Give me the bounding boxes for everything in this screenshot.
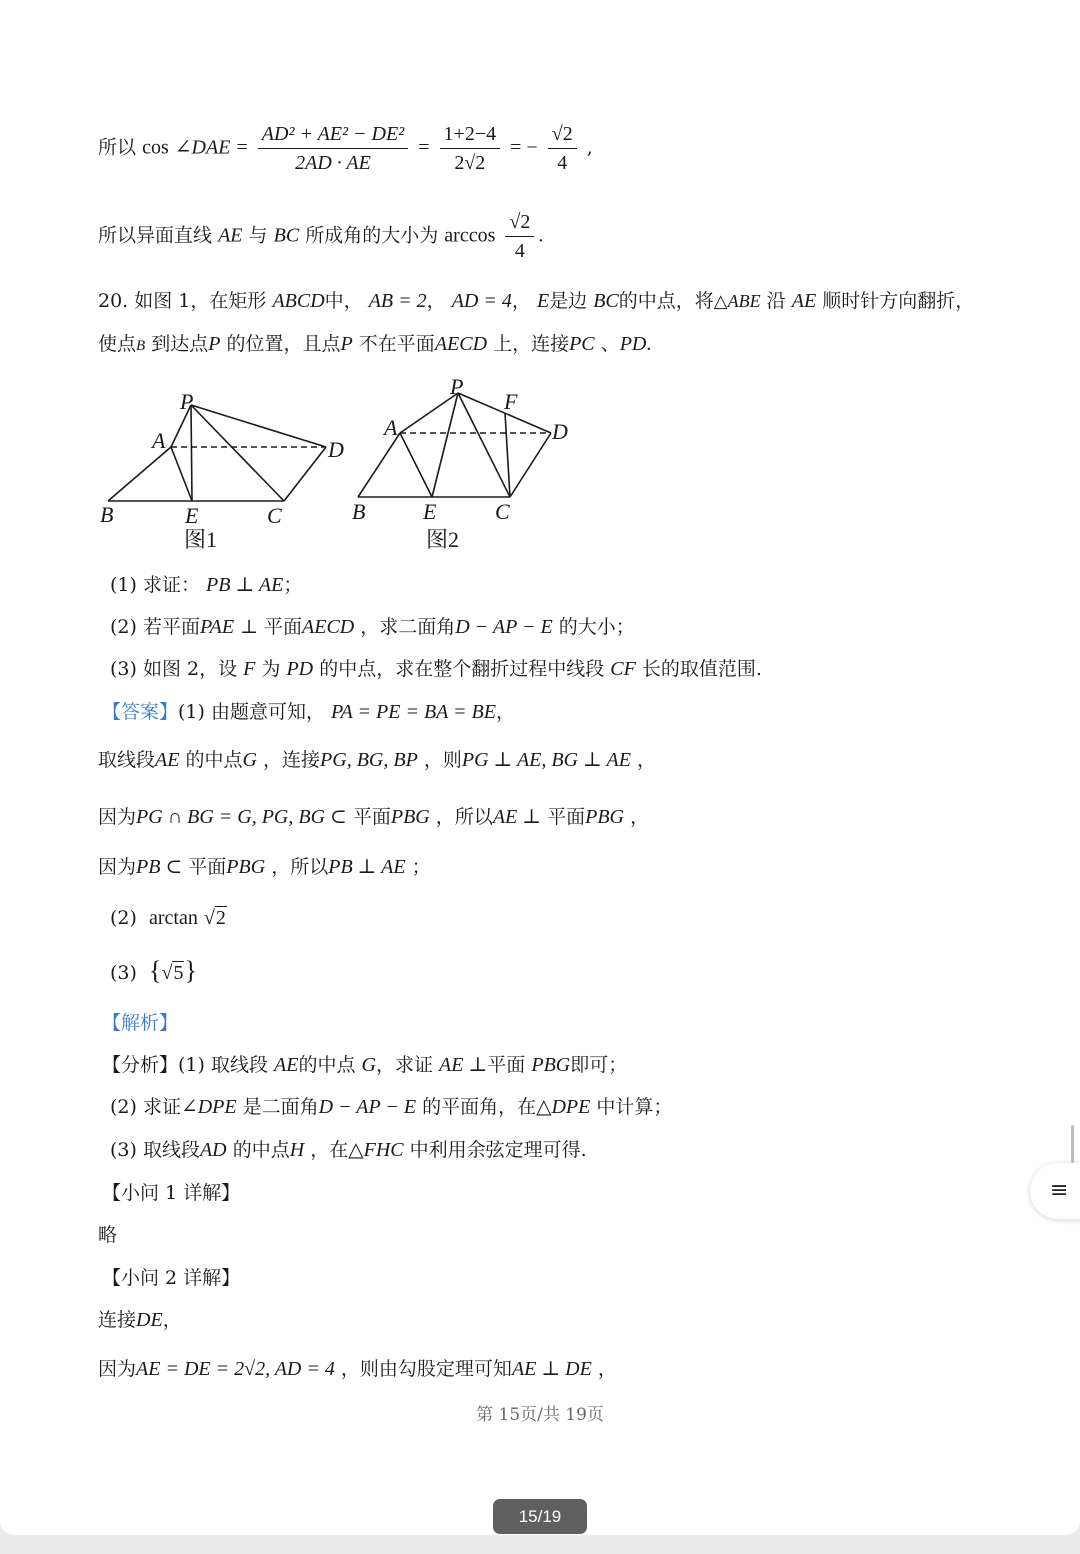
label-E: E xyxy=(423,499,437,524)
omitted-text: 略 xyxy=(98,1224,118,1246)
figure-2 xyxy=(358,393,551,497)
math: AE xyxy=(218,224,243,247)
question-20-line1: 20. 如图 1，在矩形 ABCD中， AB = 2， AD = 4， E是边 BC的中点，将△ABE 沿 AE 顺时针方向翻折， xyxy=(98,290,975,312)
denominator: 4 xyxy=(514,240,525,262)
fraction xyxy=(440,122,501,175)
math: BC xyxy=(273,224,300,247)
part-3: (3) 如图 2，设 F 为 PD 的中点，求在整个翻折过程中线段 CF 长的取值范围. xyxy=(110,658,762,680)
figure-1 xyxy=(108,405,326,501)
denominator: 2√2 xyxy=(454,152,486,174)
label-D: D xyxy=(328,437,344,462)
math: ∠DAE xyxy=(174,136,231,159)
math: cos xyxy=(142,136,169,159)
cos-formula-line xyxy=(98,122,593,175)
page-indicator: 15/19 xyxy=(493,1499,587,1534)
text: , xyxy=(586,136,593,159)
equals: = xyxy=(236,136,248,159)
solution-step-2: 因为PG ∩ BG = G, PG, BG ⊂ 平面PBG ，所以AE ⊥ 平面PBG ， xyxy=(98,806,650,828)
page-footer: 第 15页/共 19页 xyxy=(476,1405,604,1425)
menu-icon[interactable]: ≡ xyxy=(1030,1163,1080,1219)
label-A: A xyxy=(384,415,398,440)
answer-2: (2) arctan √2 xyxy=(110,907,226,929)
answer-3: (3) {√5} xyxy=(110,956,197,985)
part-2: (2) 若平面PAE ⊥ 平面AECD ，求二面角D − AP − E 的大小； xyxy=(110,616,635,638)
geometry-figures xyxy=(96,375,596,555)
label-B: B xyxy=(100,502,114,527)
denominator: 2AD · AE xyxy=(295,152,371,174)
analysis-tag: 【解析】 xyxy=(102,1012,179,1034)
label-B: B xyxy=(352,499,366,524)
label-P: P xyxy=(180,389,194,414)
numerator: √2 xyxy=(548,122,577,149)
text: 所成角的大小为 xyxy=(305,224,439,247)
label-A: A xyxy=(152,428,166,453)
analysis-line-3: (3) 取线段AD 的中点H ，在△FHC 中利用余弦定理可得. xyxy=(110,1139,587,1161)
fraction xyxy=(548,122,577,175)
label-E: E xyxy=(185,503,199,528)
numerator: √2 xyxy=(505,210,534,237)
fraction xyxy=(258,122,408,175)
text: 所以异面直线 xyxy=(98,224,213,247)
numerator: 1+2−4 xyxy=(440,122,501,149)
numerator: AD² + AE² − DE² xyxy=(258,122,408,149)
answer-tag: 【答案】 xyxy=(102,701,179,723)
scrollbar-thumb[interactable] xyxy=(1071,1125,1074,1163)
angle-result-line: 所以异面直线 AE 与 BC 所成角的大小为 arccos $\frac{√2}{4}$ . xyxy=(98,211,544,262)
denominator: 4 xyxy=(557,152,568,174)
pythagoras-line: 因为AE = DE = 2√2, AD = 4 ，则由勾股定理可知AE ⊥ DE ， xyxy=(98,1358,617,1380)
label-F: F xyxy=(504,389,518,414)
equals: = − xyxy=(510,136,538,159)
figure-1-caption: 图1 xyxy=(184,527,218,552)
text: 与 xyxy=(248,224,268,247)
connect-de-line: 连接DE， xyxy=(98,1309,182,1331)
question-20-line2: 使点B 到达点P 的位置，且点P 不在平面AECD 上，连接PC 、PD. xyxy=(98,333,652,355)
part-1: (1) 求证： PB ⊥ AE； xyxy=(110,574,303,596)
analysis-line-2: (2) 求证∠DPE 是二面角D − AP − E 的平面角，在△DPE 中计算； xyxy=(110,1096,673,1118)
figure-2-caption: 图2 xyxy=(426,527,460,552)
label-D: D xyxy=(552,419,568,444)
sub-question-1-heading: 【小问 1 详解】 xyxy=(102,1182,241,1204)
label-C: C xyxy=(495,499,510,524)
solution-step-1: 取线段AE 的中点G ，连接PG, BG, BP ，则PG ⊥ AE, BG ⊥ AE ， xyxy=(98,749,657,771)
math: arccos xyxy=(444,224,496,247)
equals: = xyxy=(418,136,430,159)
fraction xyxy=(505,210,534,263)
analysis-line-1: 【分析】(1) 取线段 AE的中点 G，求证 AE ⊥平面 PBG即可； xyxy=(102,1054,628,1076)
solution-step-3: 因为PB ⊂ 平面PBG ，所以PB ⊥ AE ； xyxy=(98,856,431,878)
label-C: C xyxy=(267,503,282,528)
label-P: P xyxy=(450,375,464,399)
text: 所以 xyxy=(98,136,137,159)
sub-question-2-heading: 【小问 2 详解】 xyxy=(102,1267,241,1289)
answer-line: 【答案】(1) 由题意可知， PA = PE = BA = BE， xyxy=(102,701,515,723)
